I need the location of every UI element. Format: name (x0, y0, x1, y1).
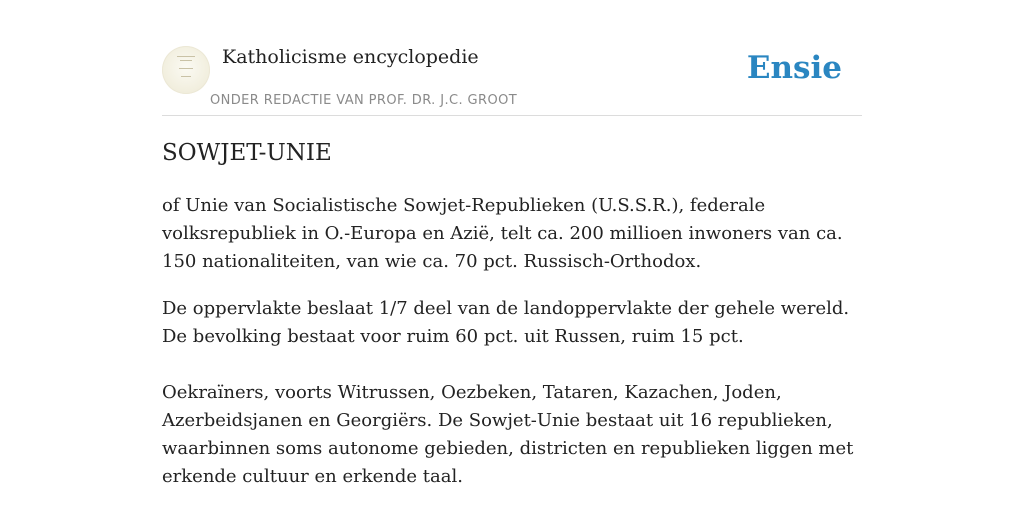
ensie-logo-link[interactable]: Ensie (746, 50, 842, 86)
entry-paragraph: De oppervlakte beslaat 1/7 deel van de landoppervlakte der gehele wereld. De bevolking bestaat voor ruim 60 pct. uit Russen, ruim 15 pct. (162, 298, 850, 347)
entry-paragraph: Oekraïners, voorts Witrussen, Oezbeken, Tataren, Kazachen, Joden, Azerbeidsjanen en Georgiërs. De Sowjet-Unie bestaat uit 16 republieken, waarbinnen soms autonome gebieden, districten en republieken liggen met erkende cultuur en erkende taal. (162, 382, 854, 487)
book-cover-thumbnail-icon[interactable] (162, 46, 210, 94)
header-divider (162, 115, 862, 116)
book-title[interactable]: Katholicisme encyclopedie (222, 46, 479, 68)
page-header (162, 44, 862, 116)
editor-credit: ONDER REDACTIE VAN PROF. DR. J.C. GROOT (210, 93, 518, 108)
entry-title: SOWJET-UNIE (162, 140, 332, 166)
entry-paragraph: of Unie van Socialistische Sowjet-Republieken (U.S.S.R.), federale volksrepubliek in O.-Europa en Azië, telt ca. 200 millioen inwoners van ca. 150 nationaliteiten, van wie ca. 70 pct. Russisch-Orthodox. (162, 195, 843, 272)
